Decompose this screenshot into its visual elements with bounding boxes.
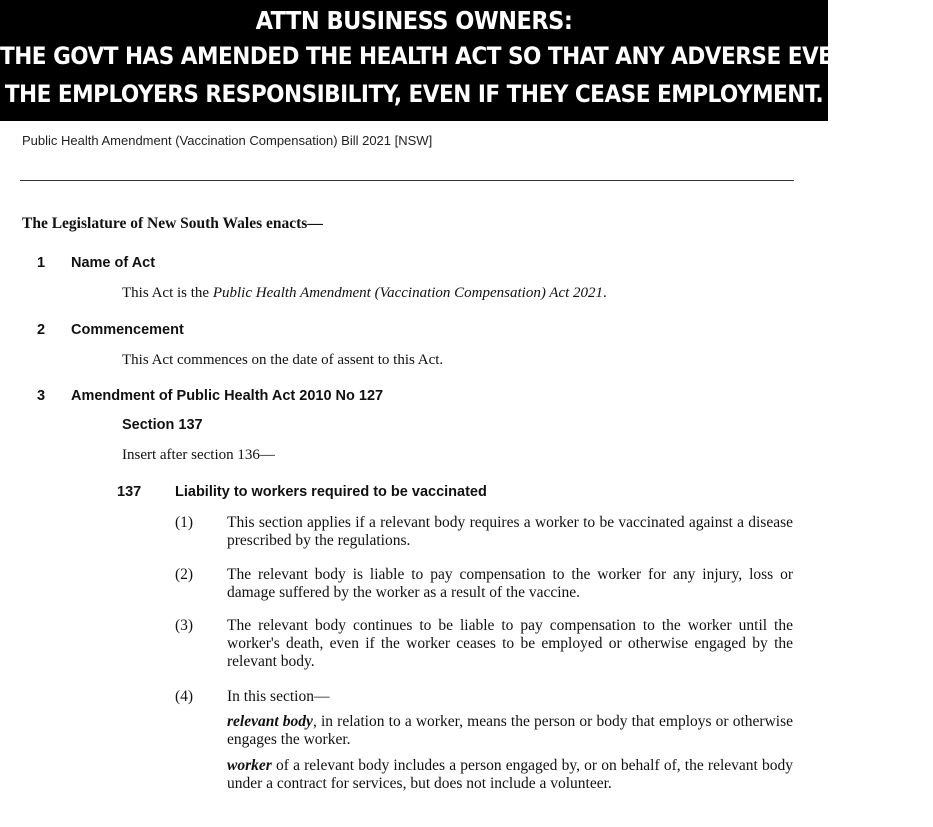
subsection-2-number: (2) bbox=[175, 566, 194, 583]
section-3-text: Insert after section 136— bbox=[122, 447, 275, 463]
section-2-number: 2 bbox=[37, 322, 46, 338]
bill-title: Public Health Amendment (Vaccination Compensation) Bill 2021 [NSW] bbox=[22, 133, 433, 148]
banner-line-1: ATTN BUSINESS OWNERS: bbox=[255, 6, 573, 35]
definition-relevant-body: relevant body, in relation to a worker, means the person or body that employs or otherwise engages the worker. bbox=[227, 713, 793, 748]
enacting-clause: The Legislature of New South Wales enacts— bbox=[22, 215, 323, 232]
subsection-3-text: The relevant body continues to be liable to pay compensation to the worker until the worker's death, even if the worker ceases to be employed or otherwise engaged by the relevant body. bbox=[227, 617, 793, 670]
subsection-4-number: (4) bbox=[175, 688, 194, 705]
definition-worker: worker of a relevant body includes a person engaged by, or on behalf of, the relevant body under a contract for services, but does not include a volunteer. bbox=[227, 757, 793, 792]
section-137-number: 137 bbox=[117, 484, 142, 500]
defined-term: worker bbox=[227, 757, 272, 774]
banner-line-3: THE EMPLOYERS RESPONSIBILITY, EVEN IF THEY CEASE EMPLOYMENT. bbox=[4, 80, 824, 108]
section-2-heading: Commencement bbox=[71, 322, 184, 338]
section-137-heading: Liability to workers required to be vaccinated bbox=[175, 484, 487, 500]
subsection-1-text: This section applies if a relevant body requires a worker to be vaccinated against a disease prescribed by the regulations. bbox=[227, 514, 793, 549]
section-3-heading: Amendment of Public Health Act 2010 No 127 bbox=[71, 388, 384, 404]
subsection-2-text: The relevant body is liable to pay compensation to the worker for any injury, loss or damage suffered by the worker as a result of the vaccine. bbox=[227, 566, 793, 601]
banner bbox=[0, 0, 933, 121]
subsection-4-intro: In this section— bbox=[227, 688, 330, 705]
section-2-text: This Act commences on the date of assent to this Act. bbox=[122, 352, 444, 368]
section-1-heading: Name of Act bbox=[71, 255, 156, 271]
section-1-text: This Act is the Public Health Amendment (Vaccination Compensation) Act 2021. bbox=[122, 285, 607, 301]
section-3-subheading: Section 137 bbox=[122, 417, 203, 433]
subsection-3-number: (3) bbox=[175, 617, 194, 634]
divider bbox=[20, 180, 794, 181]
section-1-number: 1 bbox=[37, 255, 46, 271]
banner-line-2: THE GOVT HAS AMENDED THE HEALTH ACT SO THAT ANY ADVERSE EVENTS ARE bbox=[0, 42, 933, 70]
subsection-1-number: (1) bbox=[175, 514, 194, 531]
defined-term: relevant body bbox=[227, 713, 313, 730]
act-name: Public Health Amendment (Vaccination Compensation) Act 2021 bbox=[212, 285, 604, 301]
section-3-number: 3 bbox=[37, 388, 46, 404]
